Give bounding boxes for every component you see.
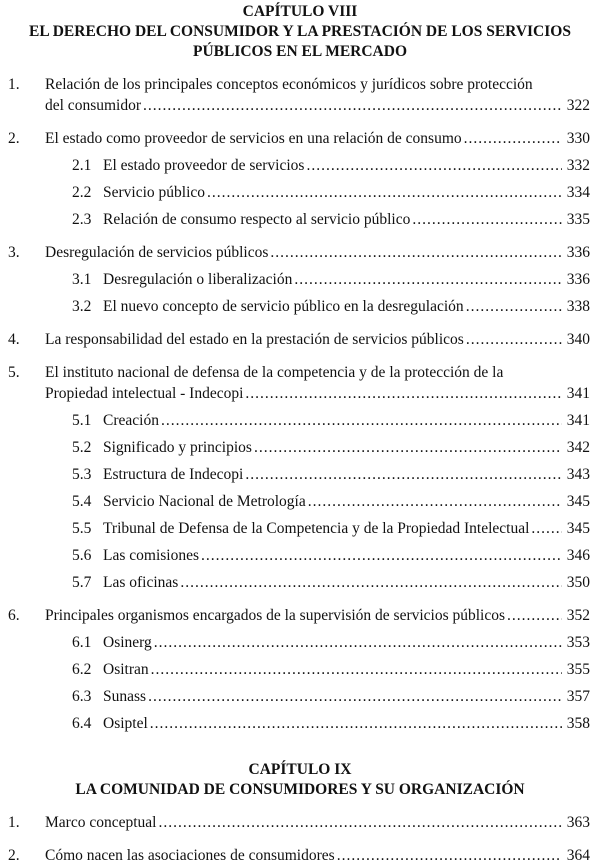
toc-entry[interactable]	[0, 659, 600, 680]
entry-number: 5.	[8, 364, 20, 381]
entry-number: 6.1	[72, 634, 92, 651]
page-number: 350	[566, 574, 590, 591]
entry-number: 3.	[8, 244, 20, 261]
entry-number: 5.5	[72, 520, 92, 537]
toc-entry[interactable]	[0, 632, 600, 653]
page-number: 341	[566, 385, 590, 402]
page-number: 341	[566, 412, 590, 429]
dot-leader	[466, 329, 562, 350]
entry-number: 2.1	[72, 157, 92, 174]
toc-entry[interactable]	[0, 296, 600, 317]
entry-title: Relación de consumo respecto al servicio público	[103, 211, 411, 228]
entry-title: Estructura de Indecopi	[103, 466, 244, 483]
dot-leader	[294, 269, 562, 290]
entry-title: Ositran	[103, 661, 149, 678]
entry-title: Cómo nacen las asociaciones de consumidores	[45, 847, 335, 864]
entry-title: El estado proveedor de servicios	[103, 157, 305, 174]
page-number: 330	[566, 130, 590, 147]
dot-leader	[180, 572, 562, 593]
dot-leader	[254, 437, 562, 458]
entry-number: 5.7	[72, 574, 92, 591]
entry-number: 6.4	[72, 715, 92, 732]
dot-leader	[464, 128, 562, 149]
entry-number: 5.6	[72, 547, 92, 564]
page-number: 346	[566, 547, 590, 564]
chapter-title: EL DERECHO DEL CONSUMIDOR Y LA PRESTACIÓN DE LOS SERVICIOS	[29, 23, 571, 40]
page-number: 364	[566, 847, 590, 864]
toc-entry[interactable]	[0, 812, 600, 833]
entry-number: 5.4	[72, 493, 92, 510]
toc-entry[interactable]	[0, 329, 600, 350]
dot-leader	[412, 209, 562, 230]
toc-entry[interactable]	[0, 128, 600, 149]
page-number: 353	[566, 634, 590, 651]
toc-entry[interactable]	[0, 518, 600, 539]
toc-entry[interactable]	[0, 686, 600, 707]
toc-entry[interactable]	[0, 74, 600, 116]
entry-title: Sunass	[103, 688, 147, 705]
toc-entry[interactable]	[0, 155, 600, 176]
entry-title: Osinerg	[103, 634, 152, 651]
chapter-title: PÚBLICOS EN EL MERCADO	[192, 43, 408, 60]
entry-number: 6.2	[72, 661, 92, 678]
entry-title: El estado como proveedor de servicios en una relación de consumo	[45, 130, 462, 147]
dot-leader	[308, 491, 562, 512]
entry-title-line: El instituto nacional de defensa de la competencia y de la protección de la	[45, 364, 504, 381]
page-number: 334	[566, 184, 590, 201]
entry-number: 2.3	[72, 211, 92, 228]
page-number: 338	[566, 298, 590, 315]
entry-number: 6.3	[72, 688, 92, 705]
entry-number: 5.3	[72, 466, 92, 483]
toc-entry[interactable]	[0, 713, 600, 734]
toc-entry[interactable]	[0, 362, 600, 404]
entry-title: Las oficinas	[103, 574, 179, 591]
entry-number: 3.1	[72, 271, 92, 288]
entry-number: 1.	[8, 76, 20, 93]
dot-leader	[207, 182, 562, 203]
page-number: 342	[566, 439, 590, 456]
entry-number: 5.1	[72, 412, 92, 429]
dot-leader	[245, 464, 562, 485]
dot-leader	[158, 812, 562, 833]
entry-number: 2.	[8, 847, 20, 864]
entry-title: El nuevo concepto de servicio público en la desregulación	[103, 298, 464, 315]
dot-leader	[154, 632, 562, 653]
page-number: 332	[566, 157, 590, 174]
entry-title: Desregulación de servicios públicos	[45, 244, 269, 261]
entry-number: 2.	[8, 130, 20, 147]
dot-leader	[270, 242, 562, 263]
chapter-9-toc	[0, 812, 600, 866]
toc-entry[interactable]	[0, 269, 600, 290]
entry-title: Creación	[103, 412, 159, 429]
entry-number: 1.	[8, 814, 20, 831]
entry-number: 4.	[8, 331, 20, 348]
entry-title: Osiptel	[103, 715, 148, 732]
dot-leader	[161, 410, 562, 431]
page-number: 345	[566, 493, 590, 510]
dot-leader	[466, 296, 562, 317]
entry-title-line: Relación de los principales conceptos económicos y jurídicos sobre protección	[45, 76, 533, 93]
toc-entry[interactable]	[0, 605, 600, 626]
page-number: 357	[566, 688, 590, 705]
entry-title: Las comisiones	[103, 547, 199, 564]
page-number: 352	[566, 607, 590, 624]
page-number: 322	[566, 97, 590, 114]
toc-entry[interactable]	[0, 491, 600, 512]
page-number: 358	[566, 715, 590, 732]
entry-title: Servicio Nacional de Metrología	[103, 493, 306, 510]
dot-leader	[150, 713, 562, 734]
dot-leader	[245, 383, 562, 404]
entry-title: Desregulación o liberalización	[103, 271, 293, 288]
toc-entry[interactable]	[0, 845, 600, 866]
dot-leader	[306, 155, 562, 176]
entry-number: 6.	[8, 607, 20, 624]
toc-entry[interactable]	[0, 242, 600, 263]
dot-leader	[337, 845, 562, 866]
page-number: 363	[566, 814, 590, 831]
chapter-9-heading	[0, 760, 600, 800]
page-number: 336	[566, 244, 590, 261]
dot-leader	[148, 686, 562, 707]
toc-entry[interactable]	[0, 437, 600, 458]
entry-title: Significado y principios	[103, 439, 252, 456]
dot-leader	[201, 545, 562, 566]
entry-title: Principales organismos encargados de la supervisión de servicios públicos	[45, 607, 506, 624]
page-number: 345	[566, 520, 590, 537]
entry-number: 2.2	[72, 184, 92, 201]
dot-leader	[143, 95, 562, 116]
entry-title: Tribunal de Defensa de la Competencia y de la Propiedad Intelectual	[103, 520, 530, 537]
page-number: 340	[566, 331, 590, 348]
page-number: 355	[566, 661, 590, 678]
dot-leader	[507, 605, 562, 626]
entry-title: Propiedad intelectual - Indecopi	[45, 385, 244, 402]
chapter-label: CAPÍTULO IX	[248, 761, 352, 778]
entry-number: 5.2	[72, 439, 92, 456]
chapter-8-heading	[0, 0, 600, 62]
toc-entry[interactable]	[0, 410, 600, 431]
chapter-label: CAPÍTULO VIII	[242, 3, 358, 20]
entry-title: Servicio público	[103, 184, 206, 201]
toc-entry[interactable]	[0, 464, 600, 485]
page-number: 343	[566, 466, 590, 483]
dot-leader	[151, 659, 562, 680]
entry-number: 3.2	[72, 298, 92, 315]
toc-entry[interactable]	[0, 572, 600, 593]
entry-title: La responsabilidad del estado en la prestación de servicios públicos	[45, 331, 464, 348]
page-number: 336	[566, 271, 590, 288]
page-number: 335	[566, 211, 590, 228]
toc-entry[interactable]	[0, 545, 600, 566]
chapter-title: LA COMUNIDAD DE CONSUMIDORES Y SU ORGANIZACIÓN	[75, 781, 525, 798]
entry-title: del consumidor	[45, 97, 141, 114]
toc-entry[interactable]	[0, 182, 600, 203]
chapter-8-toc	[0, 74, 600, 734]
entry-title: Marco conceptual	[45, 814, 157, 831]
dot-leader	[531, 518, 562, 539]
toc-entry[interactable]	[0, 209, 600, 230]
